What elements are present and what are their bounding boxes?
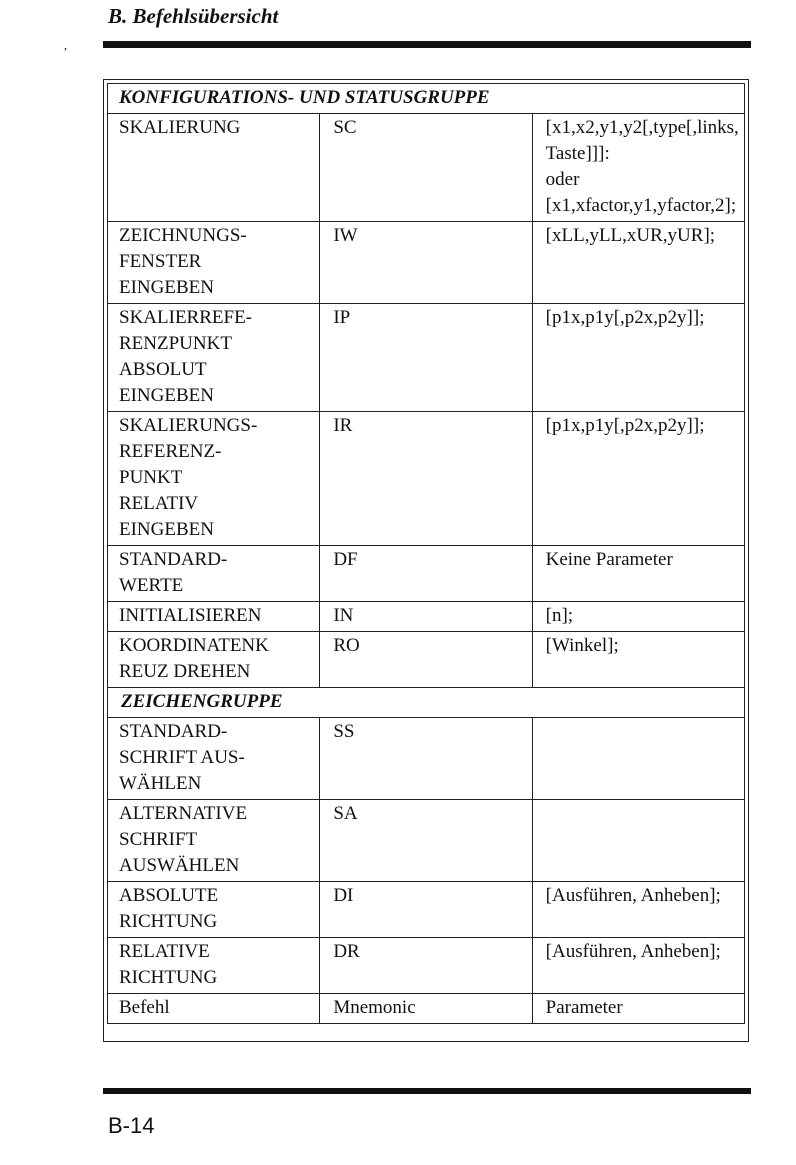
table-footer-row [108,994,745,1024]
parameter-line: [x1,x2,y1,y2[,type[,links, [545,117,739,138]
footer-rule [103,1088,751,1094]
command-name-line: STANDARD- [119,549,228,570]
command-name-line: ZEICHNUNGS- [119,225,247,246]
command-name-line: RICHTUNG [119,911,218,932]
table-row [108,412,745,546]
command-name-line: SKALIERREFE- [119,307,252,328]
command-name-line: PUNKT [119,467,183,488]
table-row [108,718,745,800]
mnemonic-cell: DF [320,546,532,602]
parameters-cell [532,718,744,800]
command-name-line: WERTE [119,575,184,596]
mnemonic-cell: IN [320,602,532,632]
mnemonic-cell: DI [320,882,532,938]
command-name-line: RELATIV [119,493,199,514]
command-name-line: REUZ DREHEN [119,661,251,682]
mnemonic-cell: SC [320,114,532,222]
command-name-line: RENZPUNKT [119,333,232,354]
command-name-cell [108,602,320,632]
parameter-line: [x1,xfactor,y1,yfactor,2]; [545,195,737,216]
command-name-cell [108,412,320,546]
parameter-line: [n]; [545,605,574,626]
parameter-line: [p1x,p1y[,p2x,p2y]]; [545,307,705,328]
parameters-cell [532,938,744,994]
table-row [108,222,745,304]
header-rule [103,41,751,48]
page-number: B-14 [108,1113,155,1138]
table-row [108,546,745,602]
command-name-cell [108,304,320,412]
command-name-cell [108,718,320,800]
command-name-line: AUSWÄHLEN [119,855,240,876]
group-header-row [108,688,745,718]
table-row [108,882,745,938]
parameter-line: Taste]]]: [545,143,610,164]
table-row [108,602,745,632]
command-name-cell [108,800,320,882]
mnemonic-cell: IP [320,304,532,412]
group-header-row [108,84,745,114]
command-name-cell [108,882,320,938]
parameter-line: Keine Parameter [545,549,673,570]
parameters-cell [532,546,744,602]
command-table [107,83,745,1024]
parameters-cell [532,882,744,938]
command-name-cell [108,546,320,602]
parameters-cell [532,800,744,882]
mnemonic-cell: SS [320,718,532,800]
table-row [108,114,745,222]
command-name-line: SKALIERUNG [119,117,241,138]
command-name-cell [108,938,320,994]
command-name-line: KOORDINATENK [119,635,269,656]
command-name-line: RICHTUNG [119,967,218,988]
command-name-cell [108,632,320,688]
mnemonic-cell: RO [320,632,532,688]
command-table-frame [103,79,749,1042]
command-name-line: EINGEBEN [119,519,214,540]
parameters-cell [532,114,744,222]
parameters-cell [532,222,744,304]
group-title-configuration: KONFIGURATIONS- UND STATUSGRUPPE [108,84,745,114]
command-name-line: SCHRIFT [119,829,198,850]
parameter-line: [Ausführen, Anheben]; [545,941,721,962]
command-name-line: REFERENZ- [119,441,222,462]
command-name-line: STANDARD- [119,721,228,742]
parameters-cell [532,602,744,632]
column-label-parameter: Parameter [532,994,744,1024]
parameter-line: [Ausführen, Anheben]; [545,885,721,906]
command-name-line: ABSOLUT [119,359,207,380]
parameters-cell [532,632,744,688]
parameter-line: [Winkel]; [545,635,619,656]
command-name-line: INITIALISIEREN [119,605,262,626]
command-name-cell [108,222,320,304]
column-label-mnemonic: Mnemonic [320,994,532,1024]
column-label-command: Befehl [108,994,320,1024]
page-header-title: B. Befehlsübersicht [108,4,279,28]
command-name-line: ALTERNATIVE [119,803,248,824]
parameter-line: [xLL,yLL,xUR,yUR]; [545,225,716,246]
parameter-line: oder [545,169,580,190]
command-name-line: WÄHLEN [119,773,202,794]
parameters-cell [532,304,744,412]
mnemonic-cell: DR [320,938,532,994]
table-row [108,938,745,994]
mnemonic-cell: IR [320,412,532,546]
group-title-drawing: ZEICHENGRUPPE [108,688,745,718]
mnemonic-cell: IW [320,222,532,304]
command-name-line: FENSTER [119,251,202,272]
table-row [108,304,745,412]
command-name-line: EINGEBEN [119,277,214,298]
command-name-line: SKALIERUNGS- [119,415,258,436]
command-name-line: SCHRIFT AUS- [119,747,245,768]
parameter-line: [p1x,p1y[,p2x,p2y]]; [545,415,705,436]
command-name-line: RELATIVE [119,941,210,962]
command-name-line: ABSOLUTE [119,885,219,906]
table-row [108,800,745,882]
command-name-cell [108,114,320,222]
table-row [108,632,745,688]
command-name-line: EINGEBEN [119,385,214,406]
margin-mark: , [64,38,67,52]
mnemonic-cell: SA [320,800,532,882]
parameters-cell [532,412,744,546]
